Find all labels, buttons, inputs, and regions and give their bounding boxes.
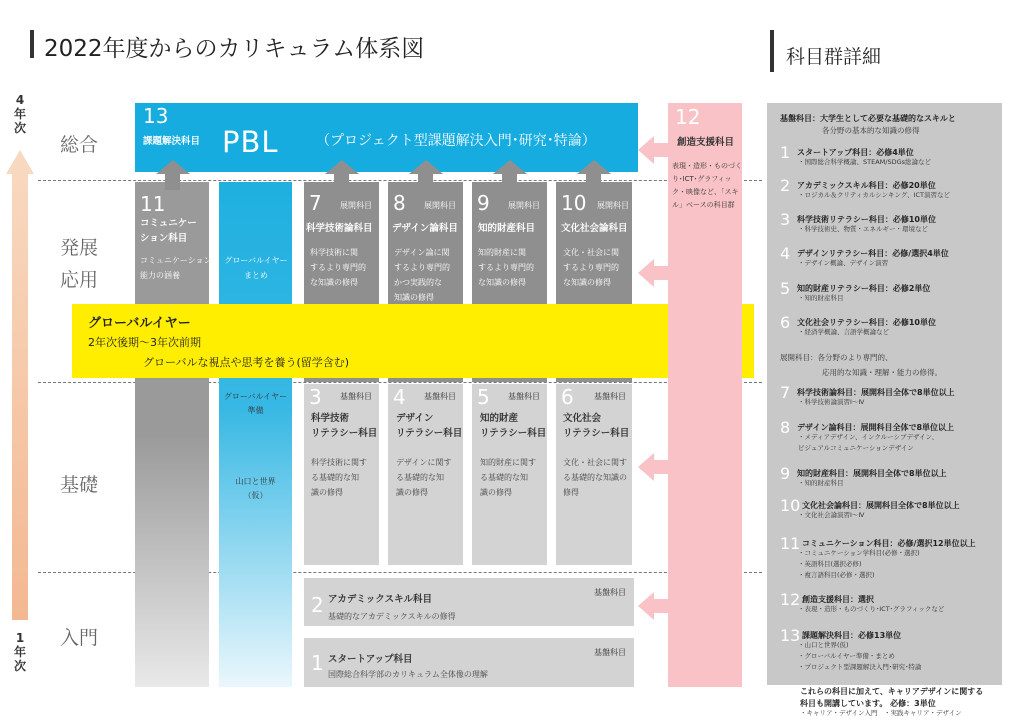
detail-item-num: 5 (780, 279, 791, 298)
adv-8-num: 8 (393, 191, 406, 215)
global-band-line2: グローバルな視点や思考を養う(留学含む) (143, 356, 350, 369)
detail-tenkai-head2: 応用的な知識・理解・能力の修得。 (822, 368, 942, 377)
basic-4-num: 4 (393, 385, 406, 409)
academic-title: アカデミックスキル科目 (328, 594, 433, 605)
detail-item-desc: ・グローバルイヤー準備・まとめ (798, 652, 895, 660)
basic-5-num: 5 (477, 385, 490, 409)
support-label: 創造支援科目 (677, 137, 735, 148)
detail-item-title: 課題解決科目：必修13単位 (802, 631, 902, 640)
level-hatten-b: 応用 (60, 269, 99, 291)
year-top-num: 4 (15, 93, 25, 107)
year-bottom-a: 年 (13, 645, 26, 659)
page-title: 2022年度からのカリキュラム体系図 (44, 36, 425, 62)
arrow-comm-pbl-head (156, 160, 190, 174)
basic-4-d2: る基礎的な知 (396, 473, 444, 482)
detail-item-desc: ・コミュニケーション学科目(必修・選択) (798, 549, 920, 557)
global-band-line1: 2年次後期〜3年次前期 (88, 336, 201, 349)
detail-item-num: 12 (780, 590, 801, 609)
basic-3-d3: 識の修得 (311, 488, 343, 497)
detail-item-num: 6 (780, 313, 791, 332)
detail-item-title: 文化社会リテラシー科目：必修10単位 (797, 318, 936, 327)
adv-7-tag: 展開科目 (340, 201, 372, 210)
basic-5-d1: 知的財産に関す (480, 458, 536, 467)
detail-item-title: 科学技術論科目：展開科目全体で8単位以上 (797, 388, 955, 397)
pbl-num: 13 (143, 104, 169, 128)
startup-tag: 基盤科目 (594, 648, 626, 657)
detail-item-num: 13 (780, 626, 801, 645)
detail-item-desc: ・知的財産科目 (798, 294, 844, 302)
adv-9-tag: 展開科目 (508, 201, 540, 210)
detail-item-title: スタートアップ科目：必修4単位 (797, 148, 914, 157)
adv-7-d3: な知識の修得 (310, 278, 358, 287)
adv-9-num: 9 (477, 191, 490, 215)
pink-arrow-1 (652, 143, 672, 157)
detail-item-title: 科学技術リテラシー科目：必修10単位 (797, 215, 936, 224)
academic-desc: 基礎的なアカデミックスキルの修得 (328, 612, 456, 621)
detail-item-title: コミュニケーション科目：必修/選択12単位以上 (802, 539, 976, 548)
detail-item-desc: ビジュアルコミュニケーションデザイン (798, 444, 914, 452)
startup-num: 1 (311, 651, 324, 675)
detail-item-num: 8 (780, 418, 791, 437)
adv-8-d2: するより専門的 (394, 263, 450, 272)
basic-5-t1: 知的財産 (480, 413, 519, 424)
pink-arrow-2-head (638, 259, 654, 287)
year-top-b: 次 (13, 121, 26, 135)
detail-title: 科目群詳細 (786, 46, 882, 68)
pbl-label: 課題解決科目 (143, 136, 201, 147)
academic-num: 2 (311, 593, 324, 617)
detail-kiban-head2: 各分野の基本的な知識の修得 (822, 126, 920, 135)
detail-item-num: 7 (780, 383, 791, 402)
adv-8-d3: かつ実践的な (394, 278, 442, 287)
pink-arrow-4-head (638, 592, 654, 620)
adv-8-tag: 展開科目 (424, 201, 456, 210)
detail-kiban-head: 基盤科目：大学生として必要な基礎的なスキルと (780, 114, 956, 123)
arrow-adv-pbl-2-head (409, 160, 443, 174)
level-sougou: 総合 (60, 134, 99, 156)
basic-6-num: 6 (561, 385, 574, 409)
level-hatten-a: 発展 (60, 237, 99, 259)
arrow-adv-pbl-1-head (325, 160, 359, 174)
basic-5-d3: 識の修得 (480, 488, 512, 497)
adv-9-d1: 知的財産に関 (478, 248, 526, 257)
basic-5-t2: リテラシー科目 (480, 428, 547, 439)
detail-item-title: デザインリテラシー科目：必修/選択4単位 (797, 249, 949, 258)
detail-item-num: 10 (780, 496, 801, 515)
detail-item-desc: ・ロジカル＆クリティカルシンキング、ICT演習など (798, 191, 950, 199)
basic-3-t2: リテラシー科目 (311, 428, 378, 439)
adv-8-title: デザイン論科目 (392, 223, 458, 234)
comm-desc-b: 能力の涵養 (140, 271, 180, 280)
global-column-lower: グローバルイヤー (223, 392, 288, 401)
detail-item-num: 1 (780, 143, 791, 162)
support-desc: 表現・造形・ものづくり･ICT･グラフィック・映像など、「スキル」ベースの科目群 (672, 162, 742, 209)
detail-item-desc: ・科学技術論演習Ⅰ～Ⅳ (798, 398, 865, 406)
comm-label-a: コミュニケー (140, 218, 197, 229)
adv-9-d3: な知識の修得 (478, 278, 526, 287)
adv-7-d2: するより専門的 (310, 263, 366, 272)
detail-item-desc: ・国際総合科学概論、STEAM/SDGs総論など (798, 158, 932, 166)
detail-item-desc: ・表現・造形・ものづくり･ICT･グラフィックなど (798, 605, 945, 613)
detail-footer-2: 科目も開講しています。 必修：3単位 (800, 699, 936, 708)
adv-7-num: 7 (309, 191, 322, 215)
detail-item-num: 4 (780, 244, 791, 263)
startup-title: スタートアップ科目 (328, 654, 413, 665)
pink-arrow-3 (652, 460, 672, 474)
detail-item-title: デザイン論科目：展開科目全体で8単位以上 (797, 423, 955, 432)
detail-item-desc: ・知的財産科目 (798, 479, 844, 487)
comm-label-b: ション科目 (140, 233, 188, 244)
basic-4-d3: 識の修得 (396, 488, 428, 497)
divider-sougou (38, 180, 762, 181)
pink-arrow-3-head (638, 453, 654, 481)
detail-item-title: 知的財産科目：展開科目全体で8単位以上 (797, 469, 947, 478)
year-bottom-b: 次 (13, 659, 26, 673)
academic-tag: 基盤科目 (594, 588, 626, 597)
basic-5-tag: 基盤科目 (508, 392, 540, 401)
detail-item-desc: ・デザイン概論、デザイン演習 (798, 259, 889, 267)
basic-4-t2: リテラシー科目 (396, 428, 463, 439)
adv-10-title: 文化社会論科目 (561, 223, 628, 234)
detail-item-num: 9 (780, 464, 791, 483)
basic-6-t1: 文化社会 (563, 413, 602, 424)
global-column-lower-b: 準備 (247, 406, 264, 415)
arrow-adv-pbl-3-head (493, 160, 527, 174)
basic-3-d1: 科学技術に関す (311, 458, 367, 467)
detail-item-desc: ・経済学概論、言語学概論など (798, 328, 889, 336)
basic-3-d2: る基礎的な知 (311, 473, 359, 482)
detail-footer-3: ・キャリア・デザイン入門 ・実践キャリア・デザイン (800, 709, 962, 717)
year-top-a: 年 (13, 107, 26, 121)
detail-item-desc: ・科学技術史、物質・エネルギー・環境など (798, 225, 928, 233)
year-arrow-shaft (12, 172, 28, 620)
detail-item-desc: ・プロジェクト型課題解決入門･研究･特論 (798, 663, 922, 671)
level-kiso: 基礎 (60, 474, 99, 496)
basic-6-d2: る基礎的な知識の (563, 473, 627, 482)
basic-4-t1: デザイン (396, 413, 434, 424)
support-num: 12 (675, 105, 701, 129)
detail-item-title: アカデミックスキル科目：必修20単位 (797, 181, 936, 190)
pink-arrow-4 (652, 599, 672, 613)
detail-item-desc: ・英語科目(選択必修) (798, 560, 862, 568)
global-column-mid-b: （仮） (243, 491, 268, 500)
year-arrow-head (6, 150, 34, 174)
adv-9-title: 知的財産科目 (478, 223, 536, 234)
adv-10-tag: 展開科目 (597, 201, 629, 210)
detail-item-desc: ・文化社会論演習Ⅰ～Ⅳ (798, 511, 865, 519)
global-column-upper-b: まとめ (244, 271, 268, 280)
detail-item-desc: ・メディアデザイン、インクルーシブデザイン、 (798, 433, 939, 441)
pink-arrow-1-head (638, 136, 654, 164)
adv-10-d1: 文化・社会に関 (563, 248, 619, 257)
adv-8-d4: 知識の修得 (394, 293, 434, 302)
basic-5-d2: る基礎的な知 (480, 473, 528, 482)
adv-8-d1: デザイン論に関 (394, 248, 450, 257)
detail-item-num: 3 (780, 210, 791, 229)
basic-4-tag: 基盤科目 (424, 392, 456, 401)
detail-item-title: 知的財産リテラシー科目：必修2単位 (797, 284, 931, 293)
detail-item-num: 2 (780, 176, 791, 195)
basic-6-d3: 修得 (563, 488, 579, 497)
detail-item-desc: ・山口と世界(仮) (798, 641, 849, 649)
detail-footer-1: これらの科目に加えて、キャリアデザインに関する (800, 687, 984, 696)
basic-3-tag: 基盤科目 (340, 392, 372, 401)
global-column-mid-a: 山口と世界 (235, 477, 276, 486)
pbl-subtitle: （プロジェクト型課題解決入門･研究･特論） (316, 133, 596, 149)
detail-item-num: 11 (780, 534, 801, 553)
comm-desc-a: コミュニケーション (140, 256, 212, 265)
pink-arrow-2 (652, 266, 672, 280)
global-column-upper: グローバルイヤー (224, 256, 288, 265)
basic-3-num: 3 (309, 385, 322, 409)
detail-item-title: 創造支援科目：選択 (802, 595, 874, 604)
adv-10-num: 10 (561, 191, 587, 215)
global-band-title: グローバルイヤー (88, 316, 191, 331)
basic-4-d1: デザインに関す (396, 458, 452, 467)
adv-7-d1: 科学技術に関 (310, 248, 358, 257)
year-bottom-num: 1 (15, 631, 25, 645)
detail-item-title: 文化社会論科目：展開科目全体で8単位以上 (802, 501, 960, 510)
detail-tenkai-head: 展開科目：各分野のより専門的、 (780, 353, 893, 362)
adv-7-title: 科学技術論科目 (306, 223, 373, 234)
level-nyumon: 入門 (60, 627, 99, 649)
adv-10-d2: するより専門的 (563, 263, 619, 272)
basic-3-t1: 科学技術 (311, 413, 350, 424)
adv-10-d3: な知識の修得 (563, 278, 611, 287)
comm-num: 11 (140, 192, 166, 216)
startup-desc: 国際総合科学部のカリキュラム全体像の理解 (328, 670, 488, 679)
basic-6-t2: リテラシー科目 (563, 428, 630, 439)
arrow-adv-pbl-4-head (577, 160, 611, 174)
basic-6-d1: 文化・社会に関す (563, 458, 627, 467)
detail-item-desc: ・複言語科目(必修・選択) (798, 571, 875, 579)
pbl-title: PBL (222, 125, 279, 159)
title-accent-bar (30, 30, 34, 58)
adv-9-d2: するより専門的 (478, 263, 534, 272)
basic-6-tag: 基盤科目 (594, 392, 626, 401)
detail-title-accent-bar (770, 30, 774, 72)
